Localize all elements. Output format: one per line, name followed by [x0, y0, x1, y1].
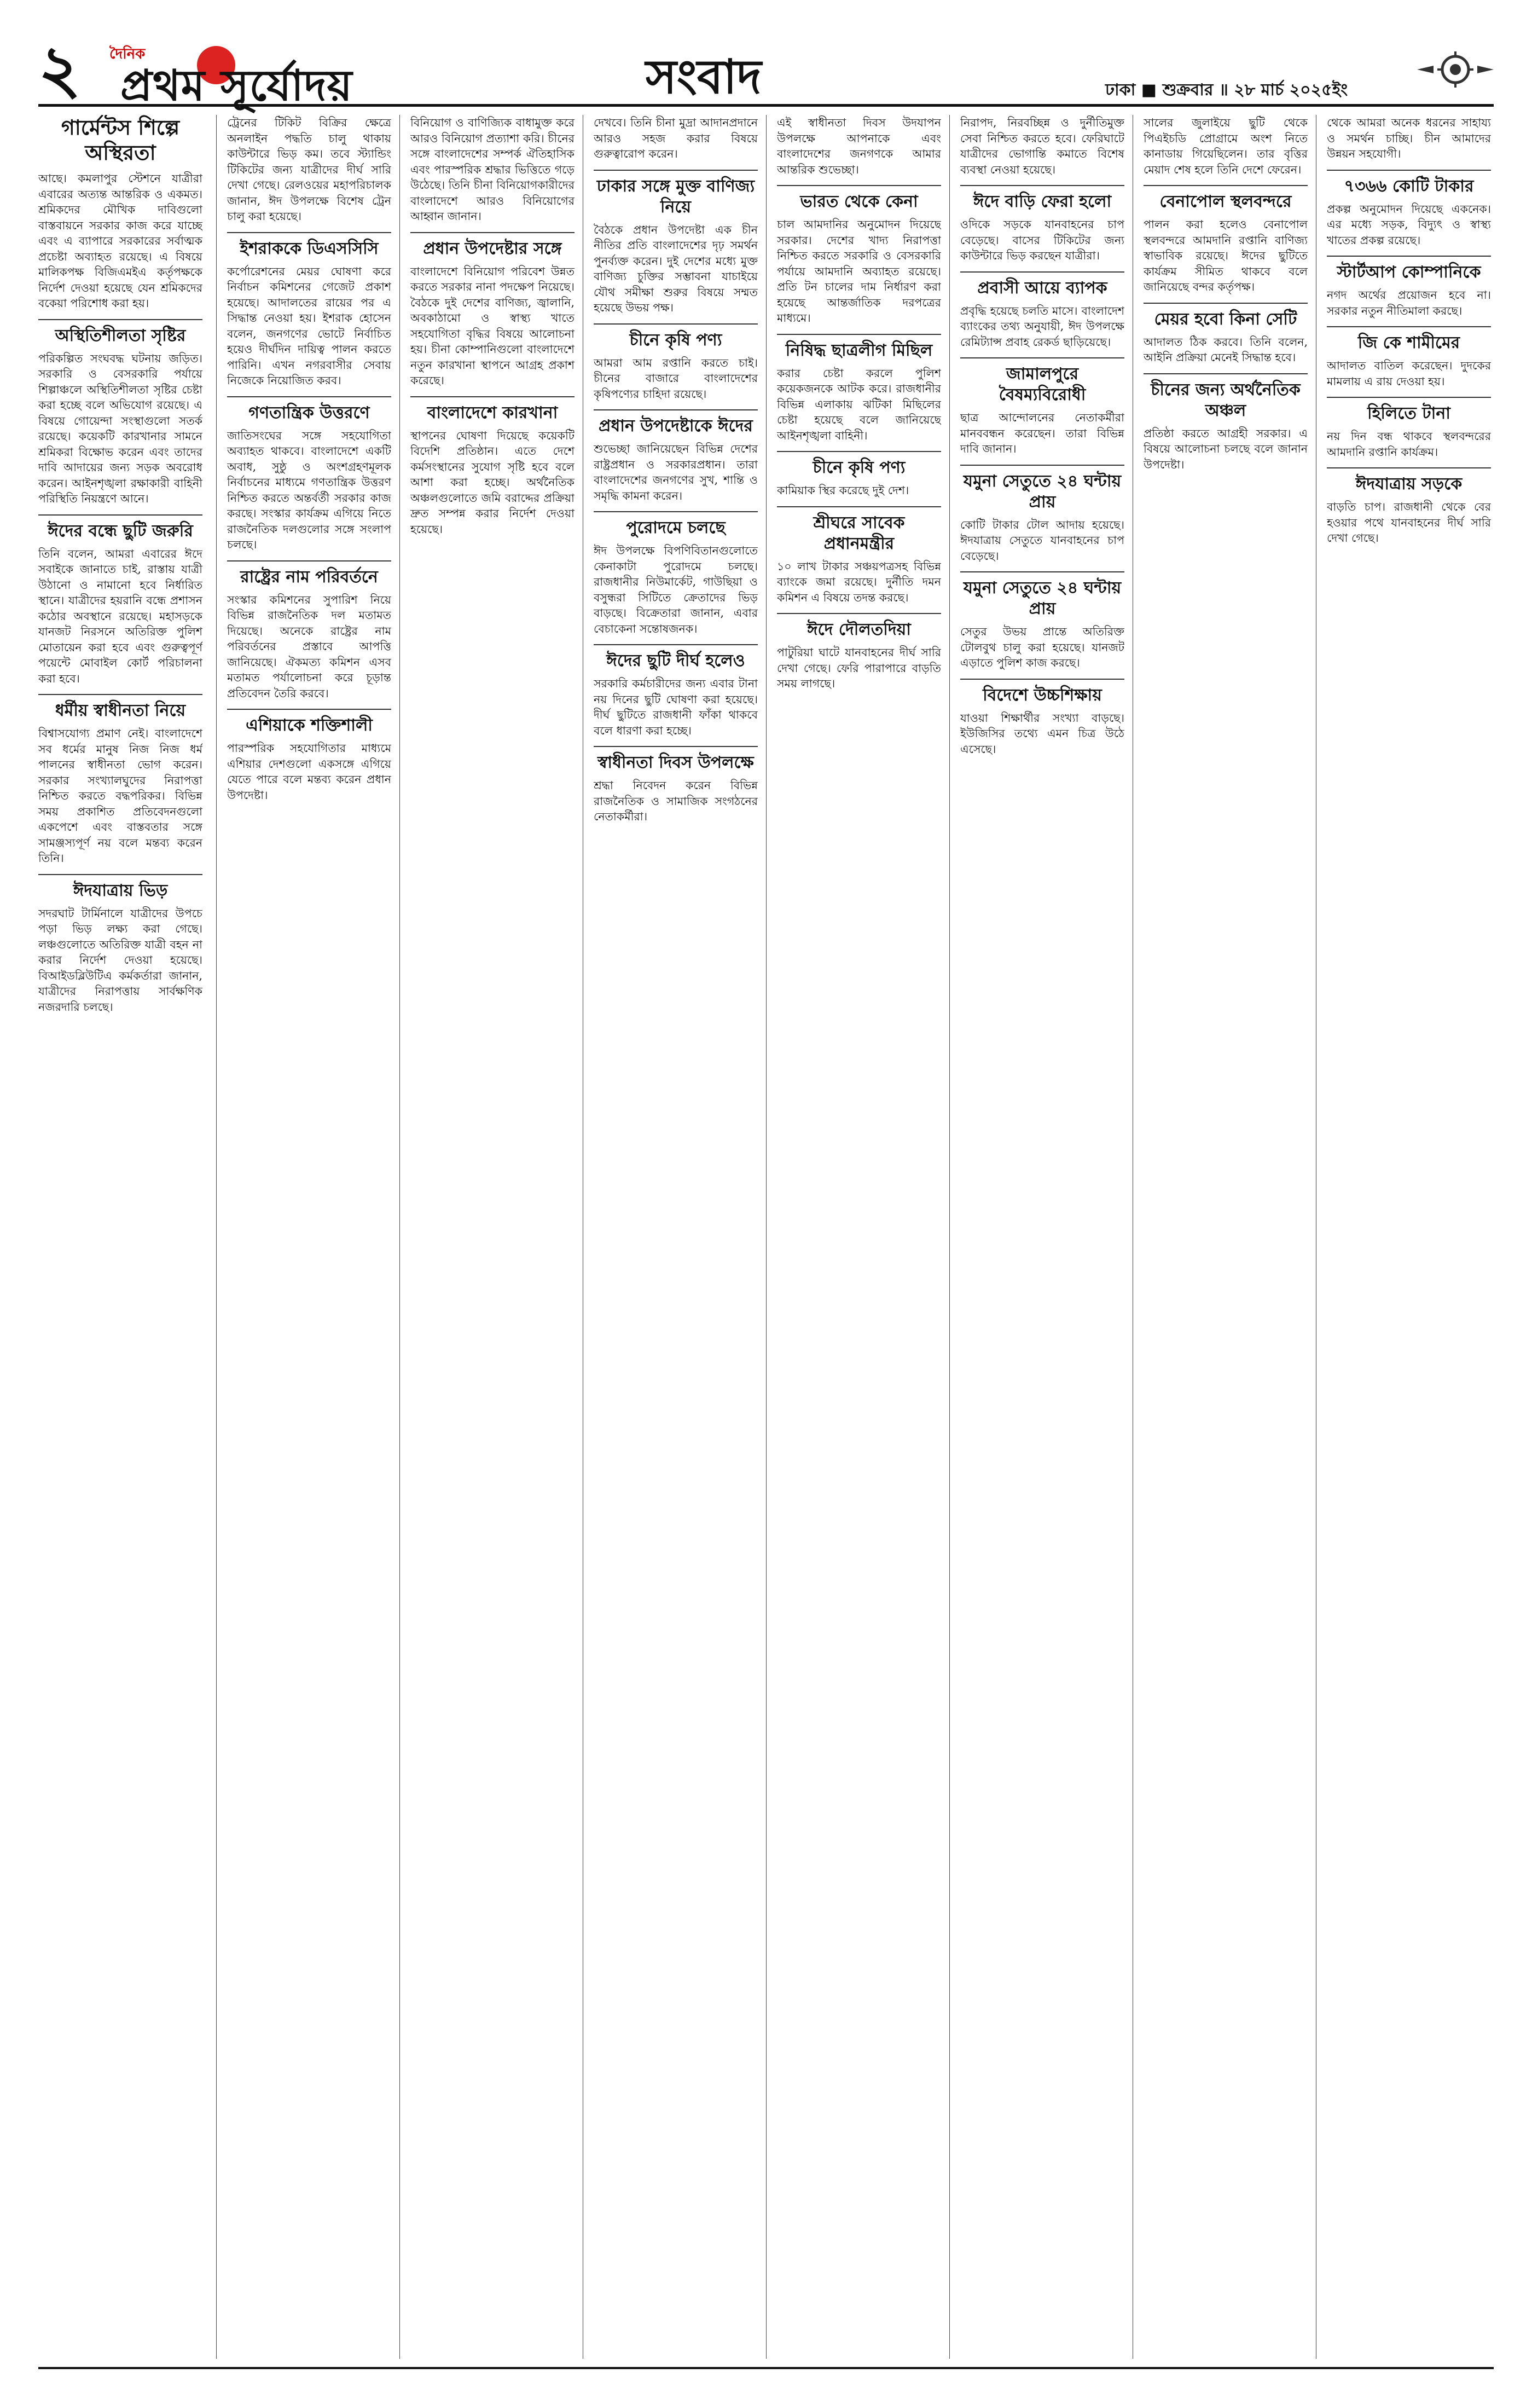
article-text: বৈঠকে প্রধান উপদেষ্টা এক চীন নীতির প্রতি বাংলাদেশের দৃঢ় সমর্থন পুনর্ব্যক্ত করেন। দুই দেশের মধ্যে মুক্ত বাণিজ্য চুক্তির সম্ভাবনা যাচাইয়ে যৌথ সমীক্ষা শুরুর বিষয়ে সম্মত হয়েছে উভয় পক্ষ।	[594, 223, 758, 314]
article-text: প্রকল্প অনুমোদন দিয়েছে একনেক। এর মধ্যে সড়ক, বিদ্যুৎ ও স্বাস্থ্য খাতের প্রকল্প রয়েছে।	[1327, 202, 1491, 247]
headline: স্টার্টআপ কোম্পানিকে	[1327, 256, 1491, 283]
headline: নিষিদ্ধ ছাত্রলীগ মিছিল	[777, 334, 941, 361]
article-text: সরকারি কর্মচারীদের জন্য এবার টানা নয় দিনের ছুটি ঘোষণা করা হয়েছে। দীর্ঘ ছুটিতে রাজধানী ফাঁকা থাকবে বলে ধারণা করা হচ্ছে।	[594, 677, 758, 737]
article-text: ট্রেনের টিকিট বিক্রির ক্ষেত্রে অনলাইন পদ্ধতি চালু থাকায় কাউন্টারে ভিড় কম। তবে স্ট্যান্ডিং টিকিটের জন্য যাত্রীদের দীর্ঘ সারি দেখা গেছে। রেলওয়ের মহাপরিচালক জানান, ঈদ উপলক্ষে বিশেষ ট্রেন চালু করা হয়েছে।	[227, 116, 391, 223]
article-text: নয় দিন বন্ধ থাকবে স্থলবন্দরের আমদানি রপ্তানি কার্যক্রম।	[1327, 430, 1491, 459]
headline: ঈদের ছুটি দীর্ঘ হলেও	[594, 644, 758, 672]
headline: চীনের জন্য অর্থনৈতিক অঞ্চল	[1144, 373, 1308, 421]
paper-label: দৈনিক	[109, 46, 146, 62]
headline: ঈদে বাড়ি ফেরা হলো	[960, 185, 1124, 212]
headline: যমুনা সেতুতে ২৪ ঘন্টায় প্রায়	[960, 465, 1124, 513]
headline: মেয়র হবো কিনা সেটি	[1144, 303, 1308, 330]
headline: ঢাকার সঙ্গে মুক্ত বাণিজ্য নিয়ে	[594, 170, 758, 218]
article-text: শ্রদ্ধা নিবেদন করেন বিভিন্ন রাজনৈতিক ও সামাজিক সংগঠনের নেতাকর্মীরা।	[594, 779, 758, 823]
article-text: বিনিয়োগ ও বাণিজ্যিক বাধামুক্ত করে আরও বিনিয়োগ প্রত্যাশা করি। চীনের সঙ্গে বাংলাদেশের সম্পর্ক ঐতিহাসিক এবং পারস্পরিক শ্রদ্ধার ভিত্তিতে গড়ে উঠেছে। তিনি চীনা বিনিয়োগকারীদের বাংলাদেশে আরও বিনিয়োগের আহ্বান জানান।	[410, 116, 574, 223]
masthead	[38, 31, 1494, 111]
article-text: কামিয়াক স্থির করেছে দুই দেশ।	[777, 484, 909, 497]
article-text: নিরাপদ, নিরবচ্ছিন্ন ও দুর্নীতিমুক্ত সেবা নিশ্চিত করতে হবে। ফেরিঘাটে যাত্রীদের ভোগান্তি কমাতে বিশেষ ব্যবস্থা নেওয়া হয়েছে।	[960, 116, 1124, 176]
article-text: প্রতিষ্ঠা করতে আগ্রহী সরকার। এ বিষয়ে আলোচনা চলছে বলে জানান উপদেষ্টা।	[1144, 426, 1308, 471]
paper-name: প্রথম সূর্যোদয়	[120, 61, 353, 111]
article-text: থেকে আমরা অনেক ধরনের সাহায্য ও সমর্থন চাচ্ছি। চীন আমাদের উন্নয়ন সহযোগী।	[1327, 116, 1491, 160]
article-text: পরিকল্পিত সংঘবদ্ধ ঘটনায় জড়িত। সরকারি ও বেসরকারি পর্যায়ে শিল্পাঞ্চলে অস্থিতিশীলতা সৃষ্টির চেষ্টা করা হচ্ছে বলে অভিযোগ রয়েছে। এ বিষয়ে গোয়েন্দা সংস্থাগুলো সতর্ক রয়েছে। কয়েকটি কারখানার সামনে শ্রমিকরা বিক্ষোভ করেন এবং তাদের দাবি আদায়ের জন্য সড়ক অবরোধ করেন। আইনশৃঙ্খলা রক্ষাকারী বাহিনী পরিস্থিতি নিয়ন্ত্রণে আনে।	[38, 351, 202, 505]
article-text: ছাত্র আন্দোলনের নেতাকর্মীরা মানববন্ধন করেছেন। তারা বিভিন্ন দাবি জানান।	[960, 411, 1124, 455]
column-5	[777, 115, 941, 2359]
article-text: জাতিসংঘের সঙ্গে সহযোগিতা অব্যাহত থাকবে। বাংলাদেশে একটি অবাধ, সুষ্ঠু ও অংশগ্রহণমূলক নির্বাচনের মাধ্যমে গণতান্ত্রিক উত্তরণ নিশ্চিত করতে অন্তর্বর্তী সরকার কাজ করছে। সংস্কার কার্যক্রম এগিয়ে নিতে রাজনৈতিক দলগুলোর সঙ্গে সংলাপ চলছে।	[227, 429, 391, 551]
article-text: পারস্পরিক সহযোগিতার মাধ্যমে এশিয়ার দেশগুলো একসঙ্গে এগিয়ে যেতে পারে বলে মন্তব্য করেন প্রধান উপদেষ্টা।	[227, 742, 391, 802]
bottom-rule	[38, 2367, 1494, 2369]
article-text: যাওয়া শিক্ষার্থীর সংখ্যা বাড়ছে। ইউজিসির তথ্যে এমন চিত্র উঠে এসেছে।	[960, 711, 1124, 756]
column-3	[410, 115, 574, 2359]
article-text: সেতুর উভয় প্রান্তে অতিরিক্ত টোলবুথ চালু করা হয়েছে। যানজট এড়াতে পুলিশ কাজ করছে।	[960, 625, 1124, 669]
article-text: শুভেচ্ছা জানিয়েছেন বিভিন্ন দেশের রাষ্ট্রপ্রধান ও সরকারপ্রধান। তারা বাংলাদেশের জনগণের সুখ, শান্তি ও সমৃদ্ধি কামনা করেন।	[594, 442, 758, 502]
paper-logo	[109, 43, 449, 111]
headline: প্রধান উপদেষ্টাকে ঈদের	[594, 409, 758, 437]
headline: ঈদযাত্রায় ভিড়	[38, 874, 202, 901]
headline: প্রধান উপদেষ্টার সঙ্গে	[410, 232, 574, 259]
headline: ইশরাককে ডিএসসিসি	[227, 232, 391, 259]
article-text: নগদ অর্থের প্রয়োজন হবে না। সরকার নতুন নীতিমালা করছে।	[1327, 288, 1491, 317]
headline: ধর্মীয় স্বাধীনতা নিয়ে	[38, 694, 202, 721]
ornament-icon	[1417, 50, 1494, 89]
newspaper-page	[38, 31, 1494, 2381]
headline: স্বাধীনতা দিবস উপলক্ষে	[594, 746, 758, 773]
headline: ঈদের বন্ধে ছুটি জরুরি	[38, 514, 202, 542]
article-text: আদালত ঠিক করবে। তিনি বলেন, আইনি প্রক্রিয়া মেনেই সিদ্ধান্ত হবে।	[1144, 335, 1308, 364]
article-text: পাটুরিয়া ঘাটে যানবাহনের দীর্ঘ সারি দেখা গেছে। ফেরি পারাপারে বাড়তি সময় লাগছে।	[777, 646, 941, 690]
article-text: সালের জুলাইয়ে ছুটি থেকে পিএইচডি প্রোগ্রামে অংশ নিতে কানাডায় গিয়েছিলেন। তার বৃত্তির মেয়াদ শেষ হলে তিনি দেশে ফেরেন।	[1144, 116, 1308, 176]
column-6	[960, 115, 1124, 2359]
headline: বেনাপোল স্থলবন্দরে	[1144, 185, 1308, 212]
column-2	[227, 115, 391, 2359]
headline: গণতান্ত্রিক উত্তরণে	[227, 396, 391, 424]
article-text: স্থাপনের ঘোষণা দিয়েছে কয়েকটি বিদেশি প্রতিষ্ঠান। এতে দেশে কর্মসংস্থানের সুযোগ সৃষ্টি হবে বলে আশা করা হচ্ছে। অর্থনৈতিক অঞ্চলগুলোতে জমি বরাদ্দের প্রক্রিয়া দ্রুত সম্পন্ন করার নির্দেশ দেওয়া হয়েছে।	[410, 429, 574, 536]
column-1	[38, 115, 202, 2359]
article-text: বাংলাদেশে বিনিয়োগ পরিবেশ উন্নত করতে সরকার নানা পদক্ষেপ নিয়েছে। বৈঠকে দুই দেশের বাণিজ্য, জ্বালানি, অবকাঠামো ও স্বাস্থ্য খাতে সহযোগিতা বৃদ্ধির বিষয়ে আলোচনা হয়। চীনা কোম্পানিগুলো বাংলাদেশে নতুন কারখানা স্থাপনে আগ্রহ প্রকাশ করেছে।	[410, 264, 574, 387]
headline: গার্মেন্টস শিল্পে অস্থিরতা	[61, 115, 180, 165]
headline: বাংলাদেশে কারখানা	[410, 396, 574, 424]
headline: জি কে শামীমের	[1327, 326, 1491, 354]
article-text: বাড়তি চাপ। রাজধানী থেকে বের হওয়ার পথে যানবাহনের দীর্ঘ সারি দেখা গেছে।	[1327, 500, 1491, 545]
article-text: চাল আমদানির অনুমোদন দিয়েছে সরকার। দেশের খাদ্য নিরাপত্তা নিশ্চিত করতে সরকারি ও বেসরকারি পর্যায়ে আমদানি অব্যাহত রয়েছে। প্রতি টন চালের দাম নির্ধারণ করা হয়েছে আন্তর্জাতিক দরপত্রের মাধ্যমে।	[777, 218, 941, 325]
headline: ঈদযাত্রায় সড়কে	[1327, 467, 1491, 495]
article-text: দেখবে। তিনি চীনা মুদ্রা আদানপ্রদানে আরও সহজ করার বিষয়ে গুরুত্বারোপ করেন।	[594, 116, 758, 160]
article-text: কর্পোরেশনের মেয়র ঘোষণা করে নির্বাচন কমিশনের গেজেট প্রকাশ হয়েছে। আদালতের রায়ের পর এ সিদ্ধান্ত নেওয়া হয়। ইশরাক হোসেন বলেন, জনগণের ভোটে নির্বাচিত হয়েও দীর্ঘদিন দায়িত্ব পালন করতে পারিনি। এখন নগরবাসীর সেবায় নিজেকে নিয়োজিত করব।	[227, 264, 391, 387]
headline: এশিয়াকে শক্তিশালী	[227, 709, 391, 736]
article-text: বিশ্বাসযোগ্য প্রমাণ নেই। বাংলাদেশে সব ধর্মের মানুষ নিজ নিজ ধর্ম পালনের স্বাধীনতা ভোগ করেন। সরকার সংখ্যালঘুদের নিরাপত্তা নিশ্চিত করতে বদ্ধপরিকর। বিভিন্ন সময় প্রকাশিত প্রতিবেদনগুলো একপেশে এবং বাস্তবতার সঙ্গে সামঞ্জস্যপূর্ণ নয় বলে মন্তব্য করেন তিনি।	[38, 727, 202, 865]
article-text: করার চেষ্টা করলে পুলিশ কয়েকজনকে আটক করে। রাজধানীর বিভিন্ন এলাকায় ঝটিকা মিছিলের চেষ্টা হয়েছে বলে জানিয়েছে আইনশৃঙ্খলা বাহিনী।	[777, 366, 941, 442]
headline: যমুনা সেতুতে ২৪ ঘন্টায় প্রায়	[960, 571, 1124, 620]
article-text: ওদিকে সড়কে যানবাহনের চাপ বেড়েছে। বাসের টিকিটের জন্য কাউন্টারে ভিড় করছেন যাত্রীরা।	[960, 218, 1124, 262]
article-text: আমরা আম রপ্তানি করতে চাই। চীনের বাজারে বাংলাদেশের কৃষিপণ্যের চাহিদা রয়েছে।	[594, 356, 758, 401]
article-text: সংস্কার কমিশনের সুপারিশ নিয়ে বিভিন্ন রাজনৈতিক দল মতামত দিয়েছে। অনেকে রাষ্ট্রের নাম পরিবর্তনের প্রস্তাবে আপত্তি জানিয়েছে। ঐকমত্য কমিশন এসব মতামত পর্যালোচনা করে চূড়ান্ত প্রতিবেদন তৈরি করবে।	[227, 593, 391, 700]
headline: প্রবাসী আয়ে ব্যাপক	[960, 271, 1124, 299]
headline: চীনে কৃষি পণ্য	[594, 323, 758, 351]
article-text: প্রবৃদ্ধি হয়েছে চলতি মাসে। বাংলাদেশ ব্যাংকের তথ্য অনুযায়ী, ঈদ উপলক্ষে রেমিট্যান্স প্রবাহ রেকর্ড ছাড়িয়েছে।	[960, 304, 1124, 349]
page-number: ২	[38, 31, 82, 108]
article-text: ঈদ উপলক্ষে বিপণিবিতানগুলোতে কেনাকাটা পুরোদমে চলছে। রাজধানীর নিউমার্কেট, গাউছিয়া ও বসুন্ধরা সিটিতে ক্রেতাদের ভিড় বাড়ছে। বিক্রেতারা জানান, এবার বেচাকেনা সন্তোষজনক।	[594, 544, 758, 635]
article-text: ১০ লাখ টাকার সঞ্চয়পত্রসহ বিভিন্ন ব্যাংকে জমা রয়েছে। দুর্নীতি দমন কমিশন এ বিষয়ে তদন্ত করছে।	[777, 559, 941, 604]
dateline: ঢাকা ■ শুক্রবার ॥ ২৮ মার্চ ২০২৫ইং	[1105, 80, 1348, 100]
headline: বিদেশে উচ্চশিক্ষায়	[960, 679, 1124, 706]
article-text: আছে। কমলাপুর স্টেশনে যাত্রীরা এবারের অত্যন্ত আন্তরিক ও একমত। শ্রমিকদের মৌখিক দাবিগুলো বাস্তবায়নে সরকার কাজ করে যাচ্ছে এবং এ ব্যাপারে সরকারের সর্বাত্মক প্রচেষ্টা অব্যাহত রয়েছে। এ বিষয়ে মালিকপক্ষ বিজিএমইএ কর্তৃপক্ষকে নির্দেশ দেওয়া হয়েছে যেন শ্রমিকদের বকেয়া পরিশোধ করা হয়।	[38, 172, 202, 310]
headline: শ্রীঘরে সাবেক প্রধানমন্ত্রীর	[777, 506, 941, 554]
headline: অস্থিতিশীলতা সৃষ্টির	[38, 319, 202, 346]
headline: পুরোদমে চলছে	[594, 511, 758, 539]
article-text: পালন করা হলেও বেনাপোল স্থলবন্দরে আমদানি রপ্তানি বাণিজ্য স্বাভাবিক রয়েছে। ঈদের ছুটিতে কার্যক্রম সীমিত থাকবে বলে জানিয়েছে বন্দর কর্তৃপক্ষ।	[1144, 218, 1308, 293]
article-text: আদালত বাতিল করেছেন। দুদকের মামলায় এ রায় দেওয়া হয়।	[1327, 359, 1491, 388]
article-text: তিনি বলেন, আমরা এবারের ঈদে সবাইকে জানাতে চাই, রাস্তায় যাত্রী উঠানো ও নামানো হবে নির্ধারিত স্থানে। যাত্রীদের হয়রানি বন্ধে প্রশাসন কঠোর অবস্থানে রয়েছে। মহাসড়কে যানজট নিরসনে অতিরিক্ত পুলিশ মোতায়েন করা হবে এবং গুরুত্বপূর্ণ পয়েন্টে মোবাইল কোর্ট পরিচালনা করা হবে।	[38, 547, 202, 685]
section-title: সংবাদ	[646, 49, 762, 105]
article-text: সদরঘাট টার্মিনালে যাত্রীদের উপচে পড়া ভিড় লক্ষ্য করা গেছে। লঞ্চগুলোতে অতিরিক্ত যাত্রী বহন না করার নির্দেশ দেওয়া হয়েছে। বিআইডব্লিউটিএ কর্মকর্তারা জানান, যাত্রীদের নিরাপত্তায় সার্বক্ষণিক নজরদারি চলছে।	[38, 906, 202, 1014]
headline: হিলিতে টানা	[1327, 397, 1491, 424]
headline: ঈদে দৌলতদিয়া	[777, 613, 941, 640]
column-4	[594, 115, 758, 2359]
headline: ৭৩৬৬ কোটি টাকার	[1327, 170, 1491, 197]
article-text: এই স্বাধীনতা দিবস উদযাপন উপলক্ষে আপনাকে এবং বাংলাদেশের জনগণকে আমার আন্তরিক শুভেচ্ছা।	[777, 116, 941, 176]
headline: জামালপুরে বৈষম্যবিরোধী	[960, 357, 1124, 406]
column-7	[1144, 115, 1308, 2359]
headline: ভারত থেকে কেনা	[777, 185, 941, 212]
article-text: কোটি টাকার টোল আদায় হয়েছে। ঈদযাত্রায় সেতুতে যানবাহনের চাপ বেড়েছে।	[960, 518, 1124, 563]
headline: চীনে কৃষি পণ্য	[777, 451, 941, 478]
headline: রাষ্ট্রের নাম পরিবর্তনে	[227, 560, 391, 588]
column-8	[1327, 115, 1491, 2359]
